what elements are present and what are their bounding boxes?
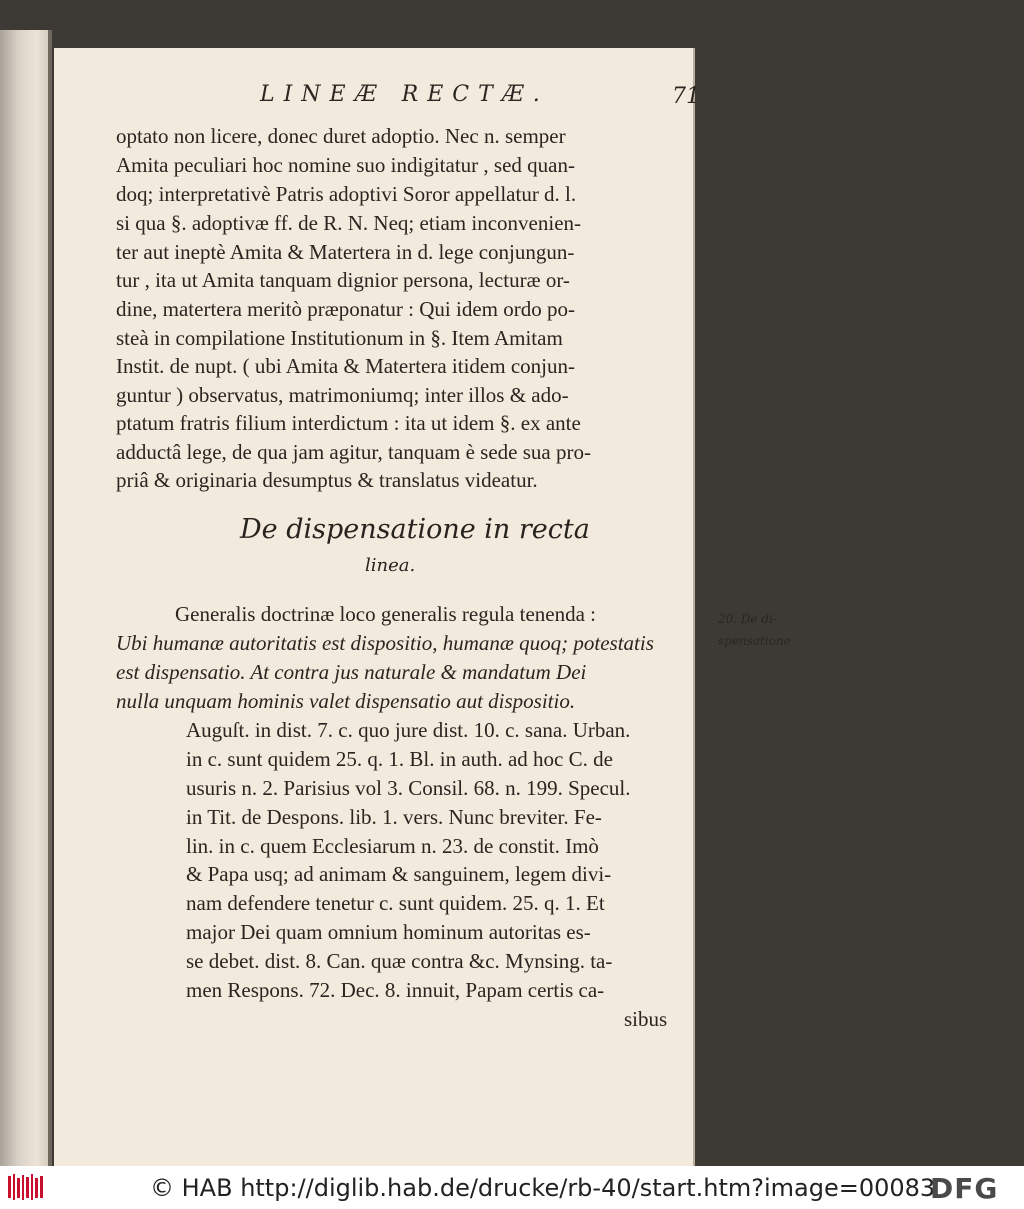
text-line: Auguſt. in dist. 7. c. quo jure dist. 10. c. sana. Urban. <box>186 718 631 742</box>
text-line: tur , ita ut Amita tanquam dignior persona, lecturæ or- <box>116 268 570 292</box>
text-line: nam defendere tenetur c. sunt quidem. 25. q. 1. Et <box>186 891 605 915</box>
text-line: in c. sunt quidem 25. q. 1. Bl. in auth. ad hoc C. de <box>186 747 613 771</box>
dfg-logo: DFG <box>930 1172 999 1205</box>
text-line: ptatum fratris filium interdictum : ita ut idem §. ex ante <box>116 411 581 435</box>
text-line: ter aut ineptè Amita & Matertera in d. lege conjungun- <box>116 240 575 264</box>
text-line: Amita peculiari hoc nomine suo indigitatur , sed quan- <box>116 153 575 177</box>
section-heading-continued: linea. <box>365 555 416 576</box>
text-line: men Respons. 72. Dec. 8. innuit, Papam certis ca- <box>186 978 605 1002</box>
footer-copyright: © HAB http://diglib.hab.de/drucke/rb-40/start.htm?image=00083 <box>150 1174 936 1202</box>
text-line: in Tit. de Despons. lib. 1. vers. Nunc breviter. Fe- <box>186 805 602 829</box>
page-edge <box>693 48 695 1166</box>
margin-note-continued: spensatione <box>718 634 791 648</box>
text-line: se debet. dist. 8. Can. quæ contra &c. Mynsing. ta- <box>186 949 613 973</box>
text-line: adductâ lege, de qua jam agitur, tanquam è sede sua pro- <box>116 440 591 464</box>
text-line: & Papa usq; ad animam & sanguinem, legem divi- <box>186 862 612 886</box>
text-line: priâ & originaria desumptus & translatus videatur. <box>116 468 538 492</box>
text-line: Instit. de nupt. ( ubi Amita & Matertera itidem conjun- <box>116 354 575 378</box>
text-line: optato non licere, donec duret adoptio. Nec n. semper <box>116 124 566 148</box>
running-head: LINEÆ RECTÆ. <box>260 82 549 107</box>
previous-page-edge <box>0 30 52 1166</box>
text-line: dine, matertera meritò præponatur : Qui idem ordo po- <box>116 297 575 321</box>
text-line: guntur ) observatus, matrimoniumq; inter illos & ado- <box>116 383 569 407</box>
text-line: usuris n. 2. Parisius vol 3. Consil. 68. n. 199. Specul. <box>186 776 631 800</box>
text-line: lin. in c. quem Ecclesiarum n. 23. de constit. Imò <box>186 834 599 858</box>
text-line: est dispensatio. At contra jus naturale & mandatum Dei <box>116 660 587 684</box>
text-line: Generalis doctrinæ loco generalis regula tenenda : <box>175 602 597 626</box>
section-heading: De dispensatione in recta <box>240 514 590 545</box>
text-line: nulla unquam hominis valet dispensatio aut dispositio. <box>116 689 576 713</box>
catchword: sibus <box>624 1007 668 1031</box>
text-line: si qua §. adoptivæ ff. de R. N. Neq; etiam inconvenien- <box>116 211 582 235</box>
footer-bar <box>0 1166 1024 1209</box>
page-number: 71 <box>672 84 700 109</box>
margin-note: 20. De di- <box>718 612 778 626</box>
text-line: major Dei quam omnium hominum autoritas es- <box>186 920 591 944</box>
hab-logo-icon <box>6 1172 46 1202</box>
text-line: steà in compilatione Institutionum in §. Item Amitam <box>116 326 563 350</box>
text-line: doq; interpretativè Patris adoptivi Soror appellatur d. l. <box>116 182 577 206</box>
text-line: Ubi humanæ autoritatis est dispositio, humanæ quoq; potestatis <box>116 631 654 655</box>
